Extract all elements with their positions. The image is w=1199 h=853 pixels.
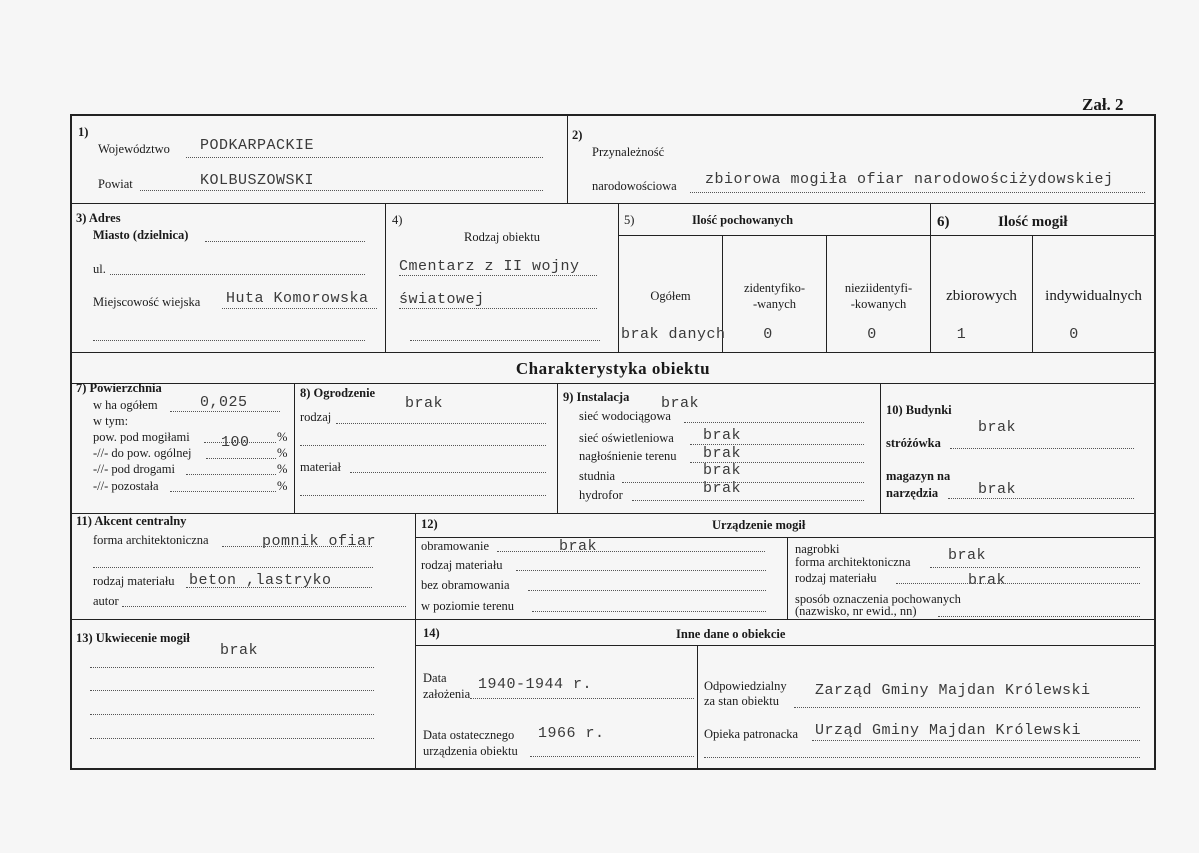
storage-value: brak [978, 481, 1017, 498]
well-value: brak [703, 462, 742, 479]
last-arranged-value: 1966 r. [538, 725, 605, 742]
storage-label-2: narzędzia [886, 486, 939, 500]
buried-identified-header-1: zidentyfiko- [743, 281, 806, 295]
light-label: sieć oświetleniowa [579, 431, 674, 445]
graves-individual-header: indywidualnych [1045, 288, 1142, 304]
lodge-label: stróżówka [886, 436, 941, 450]
founded-value: 1940-1944 r. [478, 676, 593, 693]
street-label: ul. [93, 262, 106, 276]
border-material-label: rodzaj materiału [421, 558, 503, 572]
fence-value: brak [405, 395, 444, 412]
section-14-number: 14) [423, 626, 440, 640]
ground-level-label: w poziomie terenu [421, 599, 515, 613]
nationality-label-line1: Przynależność [592, 145, 665, 159]
graves-title: Ilość mogił [998, 214, 1068, 230]
no-border-label: bez obramowania [421, 578, 510, 592]
installation-value: brak [661, 395, 700, 412]
section-4-number: 4) [392, 213, 403, 227]
area-total-label: w ha ogółem [93, 398, 158, 412]
area-other-label: -//- pozostała [93, 479, 159, 493]
other-data-title: Inne dane o obiekcie [676, 627, 786, 641]
area-including-label: w tym: [93, 414, 129, 428]
fence-material-label: materiał [300, 460, 341, 474]
arrangement-title: Urządzenie mogił [712, 518, 806, 532]
light-value: brak [703, 427, 742, 444]
responsible-value: Zarząd Gminy Majdan Królewski [815, 682, 1091, 699]
border-value: brak [559, 538, 598, 555]
area-graves-label: pow. pod mogiłami [93, 430, 190, 444]
buried-unidentified-header-2: -kowanych [850, 297, 907, 311]
graves-collective-header: zbiorowych [946, 288, 1017, 304]
graves-individual-value: 0 [1069, 326, 1079, 343]
storage-label-1: magazyn na [886, 469, 951, 483]
area-graves-pct: % [277, 430, 288, 444]
buried-unidentified-header-1: nieziidentyfi- [844, 281, 913, 295]
water-label: sieć wodociągowa [579, 409, 671, 423]
object-type-value-line2: światowej [399, 291, 485, 308]
fence-type-label: rodzaj [300, 410, 332, 424]
sound-value: brak [703, 445, 742, 462]
buried-unidentified-value: 0 [867, 326, 877, 343]
nationality-value: zbiorowa mogiła ofiar narodowościżydowskiej [705, 171, 1114, 188]
flowers-value: brak [220, 642, 259, 659]
object-type-value-line1: Cmentarz z II wojny [399, 258, 580, 275]
voivodeship-value: PODKARPACKIE [200, 137, 315, 154]
tombstone-material-label: rodzaj materiału [795, 571, 877, 585]
buildings-title: 10) Budynki [886, 403, 952, 417]
marking-label-2: (nazwisko, nr ewid., nn) [795, 604, 917, 618]
patron-label: Opieka patronacka [704, 727, 799, 741]
border-label: obramowanie [421, 539, 490, 553]
last-arranged-label-2: urządzenia obiektu [423, 744, 518, 758]
accent-material-value: beton ,lastryko [189, 572, 332, 589]
responsible-label-1: Odpowiedzialny [704, 679, 787, 693]
section-title: Charakterystyka obiektu [515, 359, 711, 378]
fence-title: 8) Ogrodzenie [300, 386, 376, 400]
district-label: Powiat [98, 177, 133, 191]
area-other-pct: % [277, 479, 288, 493]
lodge-value: brak [978, 419, 1017, 436]
section-12-number: 12) [421, 517, 438, 531]
area-roads-label: -//- pod drogami [93, 462, 175, 476]
last-arranged-label-1: Data ostatecznego [423, 728, 515, 742]
attachment-label: Zał. 2 [1082, 95, 1124, 114]
accent-author-label: autor [93, 594, 119, 608]
area-title: 7) Powierzchnia [76, 381, 162, 395]
section-1-number: 1) [78, 125, 89, 139]
buried-title: Ilość pochowanych [692, 213, 794, 227]
buried-identified-header-2: -wanych [752, 297, 797, 311]
well-label: studnia [579, 469, 616, 483]
sound-label: nagłośnienie terenu [579, 449, 677, 463]
area-general-label: -//- do pow. ogólnej [93, 446, 192, 460]
founded-label-2: założenia [423, 687, 471, 701]
voivodeship-label: Województwo [98, 142, 170, 156]
village-label: Miejscowość wiejska [93, 295, 201, 309]
accent-title: 11) Akcent centralny [76, 514, 187, 528]
area-graves-value: 100 [221, 434, 250, 451]
object-type-label: Rodzaj obiektu [463, 230, 541, 244]
marking-label-1: sposób oznaczenia pochowanych [795, 592, 961, 606]
tombstones-label: nagrobki [795, 542, 840, 556]
flowers-title: 13) Ukwiecenie mogił [76, 631, 190, 645]
accent-form-label: forma architektoniczna [93, 533, 209, 547]
buried-total-header: Ogółem [650, 289, 691, 303]
responsible-label-2: za stan obiektu [704, 694, 779, 708]
village-value: Huta Komorowska [226, 290, 369, 307]
district-value: KOLBUSZOWSKI [200, 172, 315, 189]
installation-title: 9) Instalacja [563, 390, 630, 404]
section-5-number: 5) [624, 213, 635, 227]
section-2-number: 2) [572, 128, 583, 142]
hydro-label: hydrofor [579, 488, 623, 502]
buried-identified-value: 0 [763, 326, 773, 343]
section-6-number: 6) [937, 214, 950, 230]
tombstone-form-value: brak [948, 547, 987, 564]
area-general-pct: % [277, 446, 288, 460]
tombstone-form-label: forma architektoniczna [795, 555, 911, 569]
patron-value: Urząd Gminy Majdan Królewski [815, 722, 1082, 739]
tombstone-material-value: brak [968, 572, 1007, 589]
accent-material-label: rodzaj materiału [93, 574, 175, 588]
address-title: 3) Adres [76, 211, 121, 225]
area-roads-pct: % [277, 462, 288, 476]
graves-collective-value: 1 [956, 326, 967, 343]
city-label: Miasto (dzielnica) [93, 228, 189, 242]
hydro-value: brak [703, 480, 742, 497]
nationality-label-line2: narodowościowa [592, 179, 677, 193]
buried-total-value: brak danych [621, 326, 726, 343]
accent-form-value: pomnik ofiar [262, 533, 377, 550]
area-total-value: 0,025 [200, 394, 248, 411]
founded-label-1: Data [423, 671, 447, 685]
